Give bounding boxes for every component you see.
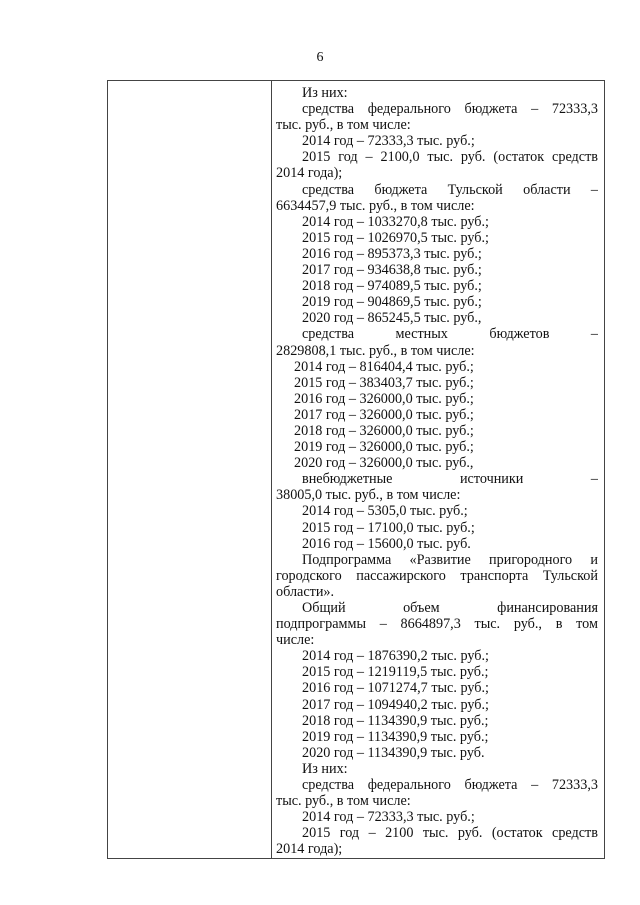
text-word: Подпрограмма [302,551,392,568]
text-line [276,326,598,342]
text-word: пассажирского [356,567,446,584]
text-word: – [365,149,373,166]
text-line: 2019 год – 326000,0 тыс. руб.; [294,439,474,456]
text-line: 2014 год – 72333,3 тыс. руб.; [302,133,475,150]
text-word: федерального [367,777,451,794]
text-word: 2015 [302,825,331,842]
text-word: (остаток [493,149,545,166]
text-line: Из них: [302,85,348,101]
text-word: тыс. [474,616,501,633]
text-word: бюджета [374,181,428,198]
text-line: 38005,0 тыс. руб., в том числе: [276,487,461,504]
text-line: 2018 год – 974089,5 тыс. руб.; [302,278,482,295]
text-line: 2018 год – 1134390,9 тыс. руб.; [302,712,489,729]
text-word: год [339,825,360,842]
text-line: 2015 год – 17100,0 тыс. руб.; [302,519,475,536]
text-word: (остаток [491,825,543,842]
text-word: бюджета [464,777,518,794]
text-word: Тульской [447,181,503,198]
text-word: средства [302,181,355,198]
text-line: 2014 год – 816404,4 тыс. руб.; [294,358,474,375]
text-line: 2015 год – 1219119,5 тыс. руб.; [302,664,489,681]
text-line: 2016 год – 895373,3 тыс. руб.; [302,245,482,262]
text-word: бюджетов [489,326,550,343]
text-line: 2017 год – 326000,0 тыс. руб.; [294,406,474,423]
text-line: 2014 года); [276,165,343,182]
text-line: 2829808,1 тыс. руб., в том числе: [276,342,475,359]
text-line: 2014 года); [276,841,343,858]
text-line: 2015 год – 383403,7 тыс. руб.; [294,374,474,391]
text-word: руб. [457,825,483,842]
text-word: том [576,616,598,633]
text-word: 72333,3 [551,777,598,794]
text-line: Из них: [302,760,348,777]
text-line [276,777,598,793]
text-word: источники [459,471,524,488]
text-word: средств [552,825,598,842]
text-line: тыс. руб., в том числе: [276,117,411,134]
text-word: руб. [460,149,486,166]
text-line: области». [276,583,335,600]
text-word: – [590,471,598,488]
text-word: 2100,0 [380,149,420,166]
text-word: транспорта [460,567,529,584]
text-word: «Развитие [409,551,471,568]
text-word: тыс. [422,825,449,842]
text-line: 2015 год – 1026970,5 тыс. руб.; [302,229,489,246]
text-word: и [590,551,598,568]
text-line: числе: [276,632,315,649]
text-line: 2019 год – 1134390,9 тыс. руб.; [302,728,489,745]
text-word: подпрограммы [276,616,366,633]
text-word: в [555,616,563,633]
text-word: руб., [513,616,542,633]
text-line [276,568,598,584]
text-line [276,600,598,616]
text-line: 2020 год – 326000,0 тыс. руб., [294,455,474,472]
text-word: тыс. [427,149,453,166]
text-word: 72333,3 [551,101,598,118]
text-word: федерального [367,101,451,118]
text-word: – [531,777,539,794]
text-line: 2020 год – 1134390,9 тыс. руб. [302,744,485,761]
funding-table [107,80,605,859]
text-word: пригородного [489,551,573,568]
text-word: бюджета [464,101,518,118]
text-word: – [379,616,387,633]
text-word: 8664897,3 [400,616,461,633]
text-line [276,471,598,487]
text-line: тыс. руб., в том числе: [276,793,411,810]
text-word: средств [552,149,598,166]
text-word: Общий [302,600,346,616]
text-word: год [338,149,358,166]
text-line: 2019 год – 904869,5 тыс. руб.; [302,294,482,311]
text-line [276,616,598,632]
text-line: 2018 год – 326000,0 тыс. руб.; [294,422,474,439]
text-word: Тульской [542,567,598,584]
table-left-cell [108,81,271,858]
text-word: – [368,825,376,842]
text-word: средства [302,326,355,343]
text-word: средства [302,101,355,118]
text-line [276,825,598,841]
table-column-divider [271,81,272,858]
text-line: 2014 год – 72333,3 тыс. руб.; [302,809,475,826]
text-line: 2014 год – 1876390,2 тыс. руб.; [302,648,489,665]
text-word: финансирования [497,600,598,616]
text-line: 2020 год – 865245,5 тыс. руб., [302,310,482,327]
text-line: 2014 год – 1033270,8 тыс. руб.; [302,213,489,230]
text-word: – [531,101,539,118]
table-right-cell [276,85,598,858]
text-word: городского [276,567,342,584]
page-number: 6 [316,50,324,65]
text-line: 2017 год – 934638,8 тыс. руб.; [302,262,482,279]
text-word: 2015 [302,149,331,166]
text-word: объем [403,600,440,616]
text-word: – [590,326,598,343]
text-line: 2016 год – 1071274,7 тыс. руб.; [302,680,489,697]
text-line [276,149,598,165]
text-line: 2014 год – 5305,0 тыс. руб.; [302,503,468,520]
text-line: 2017 год – 1094940,2 тыс. руб.; [302,696,489,713]
text-line [276,182,598,198]
text-word: области [523,181,571,198]
text-line: 2016 год – 326000,0 тыс. руб.; [294,390,474,407]
text-line [276,101,598,117]
text-word: внебюджетные [302,471,393,488]
text-line: 6634457,9 тыс. руб., в том числе: [276,197,475,214]
text-line: 2016 год – 15600,0 тыс. руб. [302,535,471,552]
text-word: – [590,181,598,198]
text-word: 2100 [385,825,414,842]
text-line [276,552,598,568]
text-word: местных [395,326,448,343]
text-word: средства [302,777,355,794]
